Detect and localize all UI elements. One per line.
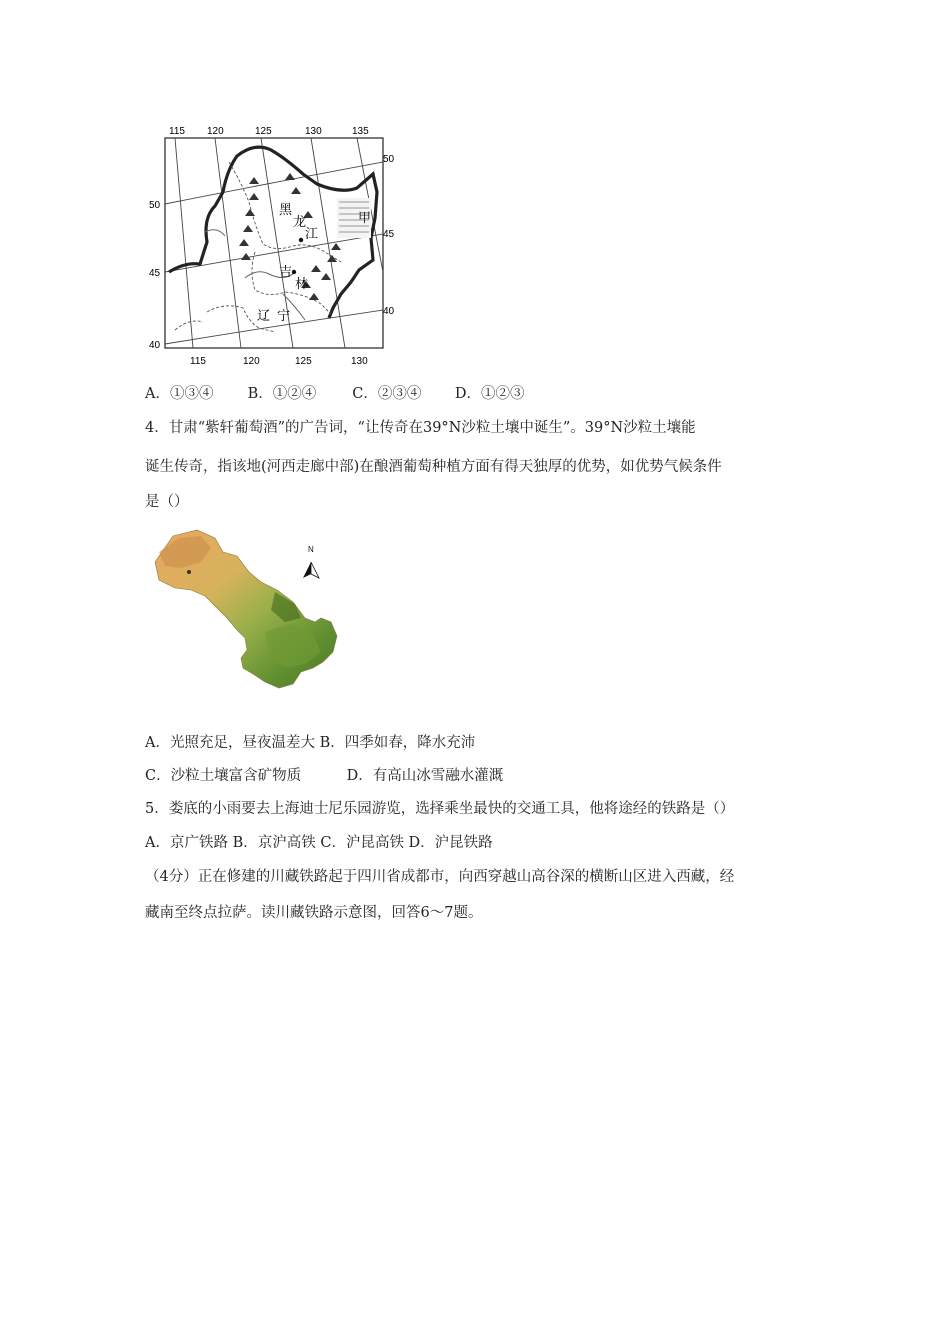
intro-line2: 藏南至终点拉萨。读川藏铁路示意图，回答6～7题。	[145, 905, 483, 921]
region-jia-label: 甲	[358, 210, 372, 225]
northeast-china-map	[145, 122, 395, 370]
province-label: 黑	[279, 202, 293, 217]
q3-options	[145, 384, 524, 404]
lon-label-bottom: 120	[243, 356, 260, 367]
province-label: 龙	[293, 214, 307, 229]
q5-options: A．京广铁路 B．京沪高铁 C．沪昆高铁 D．沪昆铁路	[145, 835, 493, 851]
q4-options-row2	[145, 766, 503, 786]
province-label: 林	[295, 276, 309, 291]
lat-label-right: 40	[383, 306, 395, 317]
province-label: 辽	[257, 308, 271, 323]
north-label: N	[308, 545, 314, 554]
intro-line1: （4分）正在修建的川藏铁路起于四川省成都市，向西穿越山高谷深的横断山区进入西藏，经	[145, 869, 735, 885]
q3-option-d[interactable]: D．①②③	[454, 386, 525, 402]
q5-question: 5．娄底的小雨要去上海迪士尼乐园游览，选择乘坐最快的交通工具，他将途经的铁路是（）	[145, 801, 735, 817]
city-dot	[299, 238, 303, 242]
lon-label-top: 130	[305, 126, 322, 137]
city-dot	[187, 570, 191, 574]
gansu-map	[145, 522, 360, 697]
north-arrow-icon	[303, 562, 319, 578]
q4-option-c[interactable]: C．沙粒土壤富含矿物质	[145, 768, 302, 784]
lat-label-left: 50	[149, 200, 161, 211]
lon-label-top: 125	[255, 126, 272, 137]
q4-question-line2: 诞生传奇，指该地(河西走廊中部)在酿酒葡萄种植方面有得天独厚的优势，如优势气候条件	[145, 459, 722, 475]
lat-label-left: 40	[149, 340, 161, 351]
province-label: 吉	[279, 264, 293, 279]
q3-option-c[interactable]: C．②③④	[352, 386, 422, 402]
q4-question-line1: 4．甘肃“紫轩葡萄酒”的广告词，“让传奇在39°N沙粒土壤中诞生”。39°N沙粒土壤能	[145, 420, 696, 436]
lat-label-right: 50	[383, 154, 395, 165]
q4-option-d[interactable]: D．有高山冰雪融水灌溉	[346, 768, 504, 784]
q4-question-line3: 是（）	[145, 494, 189, 510]
lat-label-right: 45	[383, 229, 395, 240]
city-dot	[292, 270, 296, 274]
q3-option-a[interactable]: A．①③④	[145, 386, 214, 402]
lon-label-bottom: 125	[295, 356, 312, 367]
province-label: 宁	[277, 308, 291, 323]
lon-label-top: 120	[207, 126, 224, 137]
q3-option-b[interactable]: B．①②④	[247, 386, 317, 402]
lon-label-bottom: 115	[190, 356, 206, 367]
lon-label-bottom: 130	[351, 356, 368, 367]
lat-label-left: 45	[149, 268, 161, 279]
lon-label-top: 115	[169, 126, 185, 137]
lon-label-top: 135	[352, 126, 369, 137]
q4-options-row1: A．光照充足，昼夜温差大 B．四季如春，降水充沛	[145, 735, 476, 751]
province-label: 江	[305, 226, 319, 241]
